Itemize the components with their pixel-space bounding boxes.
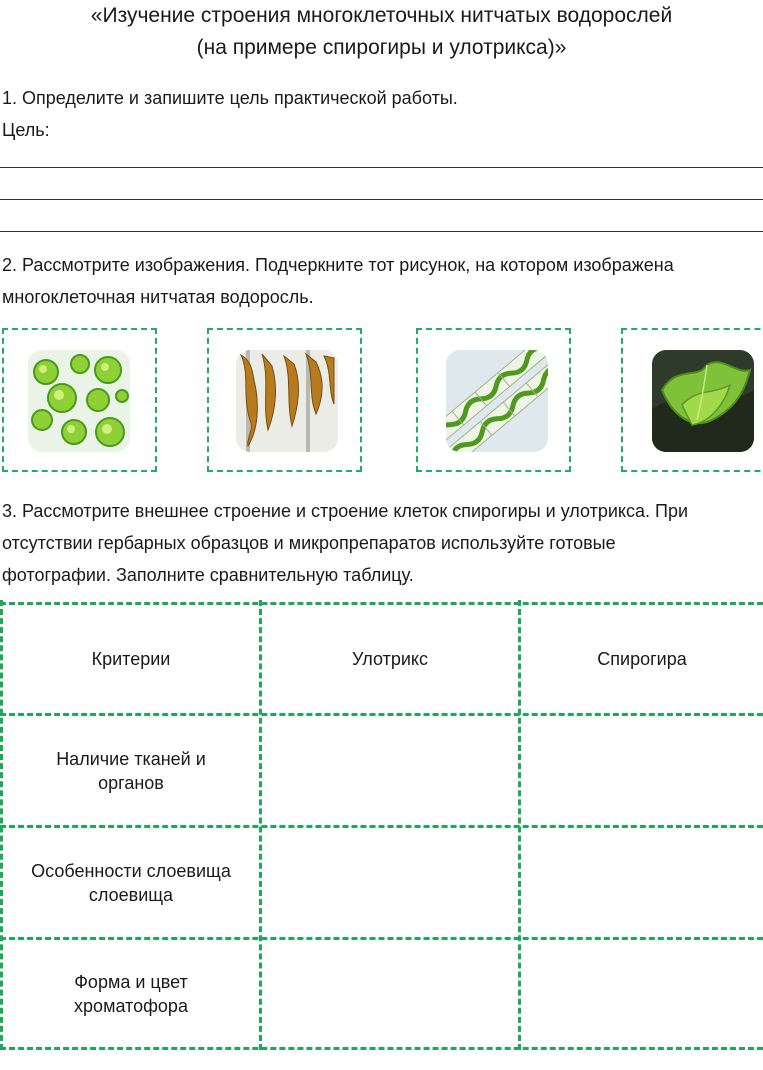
criterion-text-line-2: слоевища [88,884,174,905]
table-row-criterion [3,828,259,937]
comparison-table [0,600,763,1050]
criterion-text-line-2: органов [98,772,164,793]
criterion-text-line-1: Особенности слоевища [31,860,231,881]
table-row-criterion [3,716,259,825]
answer-cell-spirogyra[interactable] [521,716,763,825]
criterion-text-line-1: Форма и цвет [74,971,188,992]
criterion-text-line-2: хроматофора [74,995,188,1016]
hanging-brown-kelp-icon [236,350,338,452]
table-header-spirogyra: Спирогира [597,649,687,669]
green-round-cells-icon [28,350,130,452]
task-2-instruction-line-1: 2. Рассмотрите изображения. Подчеркните тот рисунок, на котором изображена [2,255,674,275]
answer-line-1[interactable] [0,167,763,168]
table-row-criterion [3,940,259,1047]
table-border-bottom [0,1047,763,1050]
answer-cell-ulothrix[interactable] [262,940,518,1047]
answer-line-3[interactable] [0,231,763,232]
task-2-instruction-line-2: многоклеточная нитчатая водоросль. [2,287,314,307]
goal-label: Цель: [2,120,50,140]
answer-cell-ulothrix[interactable] [262,716,518,825]
task-3-instruction-line-3: фотографии. Заполните сравнительную таблицу. [2,565,414,585]
worksheet-title-line-2: (на примере спирогиры и улотрикса)» [196,36,567,59]
answer-cell-spirogyra[interactable] [521,940,763,1047]
green-sea-lettuce-icon [652,350,754,452]
table-header-criteria: Критерии [91,649,171,669]
task-3-instruction-line-2: отсутствии гербарных образцов и микропрепаратов используйте готовые [2,533,616,553]
worksheet-title-line-1: «Изучение строения многоклеточных нитчатых водорослей [90,4,673,27]
table-header-ulothrix: Улотрикс [352,649,428,669]
criterion-text-line-1: Наличие тканей и [56,748,206,769]
task-3-instruction-line-1: 3. Рассмотрите внешнее строение и строение клеток спирогиры и улотрикса. При [2,501,689,521]
answer-line-2[interactable] [0,199,763,200]
answer-cell-spirogyra[interactable] [521,828,763,937]
spirogyra-filament-icon [446,350,548,452]
task-1-instruction: 1. Определите и запишите цель практической работы. [2,88,458,108]
answer-cell-ulothrix[interactable] [262,828,518,937]
